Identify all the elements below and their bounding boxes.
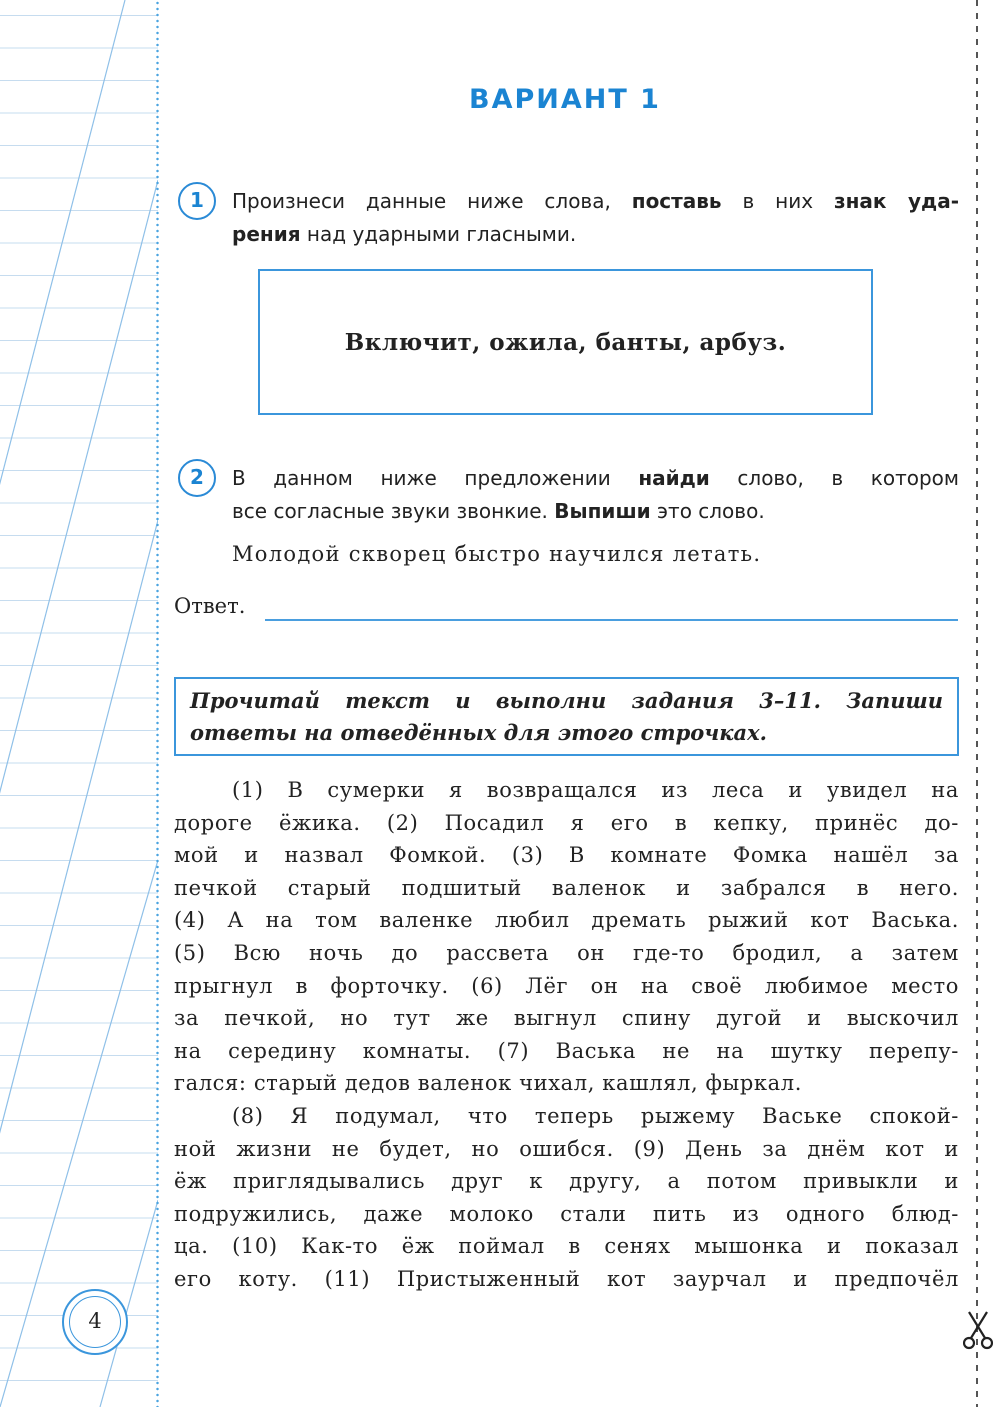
task1-bold-text: поставь [631, 189, 722, 213]
task-1-word-box [258, 269, 873, 415]
task1-bold-text: знак уда- [833, 189, 959, 213]
task2-line [232, 495, 959, 528]
task1-line [232, 185, 959, 218]
task2-line [232, 462, 959, 495]
task2-text: все согласные звуки звонкие. [232, 499, 555, 523]
passage-line: на середину комнаты. (7) Васька не на шутку перепу- [174, 1038, 959, 1063]
task-2-instruction [232, 462, 959, 528]
passage-line: ёж приглядывались друг к другу, а потом привыкли и [174, 1169, 959, 1194]
page-number-badge [62, 1289, 128, 1355]
instruction-line: Прочитай текст и выполни задания 3–11. Запиши [190, 688, 943, 713]
margin-slant-lines [0, 0, 158, 1407]
page-number: 4 [69, 1296, 121, 1348]
task1-line [232, 218, 959, 251]
task-1-instruction [232, 185, 959, 251]
task1-text: в них [721, 189, 834, 213]
passage-line: ца. (10) Как-то ёж поймал в сенях мышонка и показал [174, 1234, 959, 1259]
passage-line: дороге ёжика. (2) Посадил я его в кепку, принёс до- [174, 810, 959, 835]
task2-bold-text: найди [638, 466, 710, 490]
task-1-number: 1 [178, 182, 216, 220]
task2-text: это слово. [650, 499, 765, 523]
variant-title: ВАРИАНТ 1 [469, 84, 661, 115]
task1-text: над ударными гласными. [300, 222, 577, 246]
passage-line: (1) В сумерки я возвращался из леса и увидел на [232, 778, 959, 802]
task1-bold-text: рения [232, 222, 301, 246]
passage-line: подружились, даже молоко стали пить из одного блюд- [174, 1201, 959, 1226]
task-2-number: 2 [178, 459, 216, 497]
answer-line[interactable] [265, 619, 958, 621]
task-1-words: Включит, ожила, банты, арбуз. [344, 328, 787, 356]
task2-bold-text: Выпиши [554, 499, 651, 523]
scissors-icon [963, 1310, 993, 1350]
answer-label: Ответ. [174, 594, 246, 618]
passage-line: (8) Я подумал, что теперь рыжему Ваське спокой- [232, 1103, 959, 1128]
perforation-dots [156, 0, 159, 1407]
task2-text: слово, в котором [709, 466, 959, 490]
cut-line [976, 0, 978, 1407]
passage-line: его коту. (11) Пристыженный кот заурчал и предпочёл [174, 1266, 959, 1291]
passage-line: за печкой, но тут же выгнул спину дугой и выскочил [174, 1006, 959, 1031]
passage-line: (4) А на том валенке любил дремать рыжий кот Васька. [174, 908, 959, 933]
task1-text: Произнеси данные ниже слова, [232, 189, 632, 213]
passage-line: ной жизни не будет, но ошибся. (9) День за днём кот и [174, 1136, 959, 1161]
reading-passage [174, 774, 959, 1296]
instruction-line: ответы на отведённых для этого строчках. [190, 720, 767, 745]
task-2-sentence: Молодой скворец быстро научился летать. [232, 542, 762, 566]
passage-line: печкой старый подшитый валенок и забрался в него. [174, 875, 959, 900]
reading-instruction-box [174, 677, 959, 756]
passage-line: гался: старый дедов валенок чихал, кашлял, фыркал. [174, 1071, 802, 1096]
passage-line: прыгнул в форточку. (6) Лёг он на своё любимое место [174, 973, 959, 998]
passage-line: (5) Всю ночь до рассвета он где-то бродил, а затем [174, 940, 959, 965]
task2-text: В данном ниже предложении [232, 466, 639, 490]
passage-line: мой и назвал Фомкой. (3) В комнате Фомка нашёл за [174, 843, 959, 868]
